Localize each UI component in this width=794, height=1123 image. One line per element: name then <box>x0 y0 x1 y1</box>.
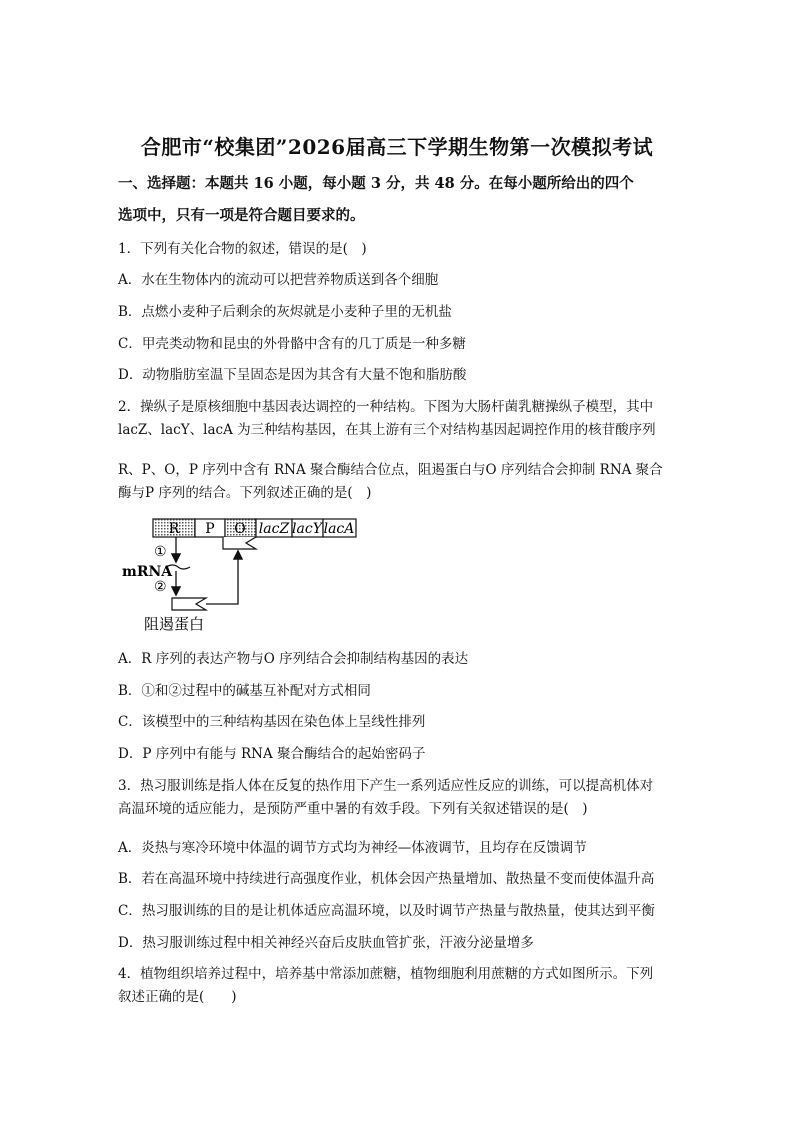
segment-lacz-label: lacZ <box>258 521 290 537</box>
q2-option-c: C．该模型中的三种结构基因在染色体上呈线性排列 <box>118 714 426 730</box>
q3-option-b: B．若在高温环境中持续进行高强度作业，机体会因产热量增加、散热量不变而使体温升高 <box>118 871 655 887</box>
q4-stem-line2: 叙述正确的是( ) <box>118 989 237 1005</box>
q1-option-d: D．动物脂肪室温下呈固态是因为其含有大量不饱和脂肪酸 <box>118 367 467 383</box>
segment-r-label: R <box>168 521 180 537</box>
q2-stem-line2: lacZ、lacY、lacA 为三种结构基因，在其上游有三个对结构基因起调控作用的核苷酸序列 <box>118 422 656 438</box>
repressor-label: 阻遏蛋白 <box>144 615 205 633</box>
repressor-protein <box>172 598 206 610</box>
q4-stem-line1: 4．植物组织培养过程中，培养基中常添加蔗糖，植物细胞利用蔗糖的方式如图所示。下列 <box>118 966 654 982</box>
q2-option-b: B．①和②过程中的碱基互补配对方式相同 <box>118 683 371 699</box>
q2-stem-line1: 2．操纵子是原核细胞中基因表达调控的一种结构。下图为大肠杆菌乳糖操纵子模型，其中 <box>118 399 654 415</box>
section-heading-line2: 选项中，只有一项是符合题目要求的。 <box>118 207 365 224</box>
q3-option-d: D．热习服训练过程中相关神经兴奋后皮肤血管扩张，汗液分泌量增多 <box>118 935 534 951</box>
q2-option-d: D．P 序列中有能与 RNA 聚合酶结合的起始密码子 <box>118 746 426 762</box>
step1-label: ① <box>154 544 167 560</box>
q1-option-b: B．点燃小麦种子后剩余的灰烬就是小麦种子里的无机盐 <box>118 304 452 320</box>
q2-stem-line3: R、P、O，P 序列中含有 RNA 聚合酶结合位点，阻遏蛋白与O 序列结合会抑制 RNA 聚合 <box>118 462 663 478</box>
repressor-on-o <box>223 537 256 549</box>
q1-option-a: A．水在生物体内的流动可以把营养物质送到各个细胞 <box>118 272 439 288</box>
q3-option-a: A．炎热与寒冷环境中体温的调节方式均为神经—体液调节，且均存在反馈调节 <box>118 840 587 856</box>
segment-o-label: O <box>234 521 246 537</box>
mrna-label: mRNA <box>122 564 173 580</box>
segment-p-label: P <box>205 521 215 537</box>
exam-title: 合肥市“校集团”2026届高三下学期生物第一次模拟考试 <box>140 135 654 159</box>
q3-option-c: C．热习服训练的目的是让机体适应高温环境，以及时调节产热量与散热量，使其达到平衡 <box>118 903 655 919</box>
section-heading-line1: 一、选择题：本题共 16 小题，每小题 3 分，共 48 分。在每小题所给出的四个 <box>118 175 634 192</box>
q3-stem-line1: 3．热习服训练是指人体在反复的热作用下产生一系列适应性反应的训练，可以提高机体对 <box>118 778 654 794</box>
segment-laca-label: lacA <box>323 521 355 537</box>
operon-diagram <box>110 510 370 635</box>
arrow-repressor-to-o <box>206 552 238 604</box>
step2-label: ② <box>154 579 167 595</box>
q3-stem-line2: 高温环境的适应能力，是预防严重中暑的有效手段。下列有关叙述错误的是( ) <box>118 801 588 817</box>
segment-lacy-label: lacY <box>292 521 322 537</box>
q1-option-c: C．甲壳类动物和昆虫的外骨骼中含有的几丁质是一种多糖 <box>118 336 466 352</box>
q2-stem-line4: 酶与P 序列的结合。下列叙述正确的是( ) <box>118 485 372 501</box>
q2-option-a: A．R 序列的表达产物与O 序列结合会抑制结构基因的表达 <box>118 651 469 667</box>
q1-stem: 1．下列有关化合物的叙述，错误的是( ) <box>118 241 367 257</box>
